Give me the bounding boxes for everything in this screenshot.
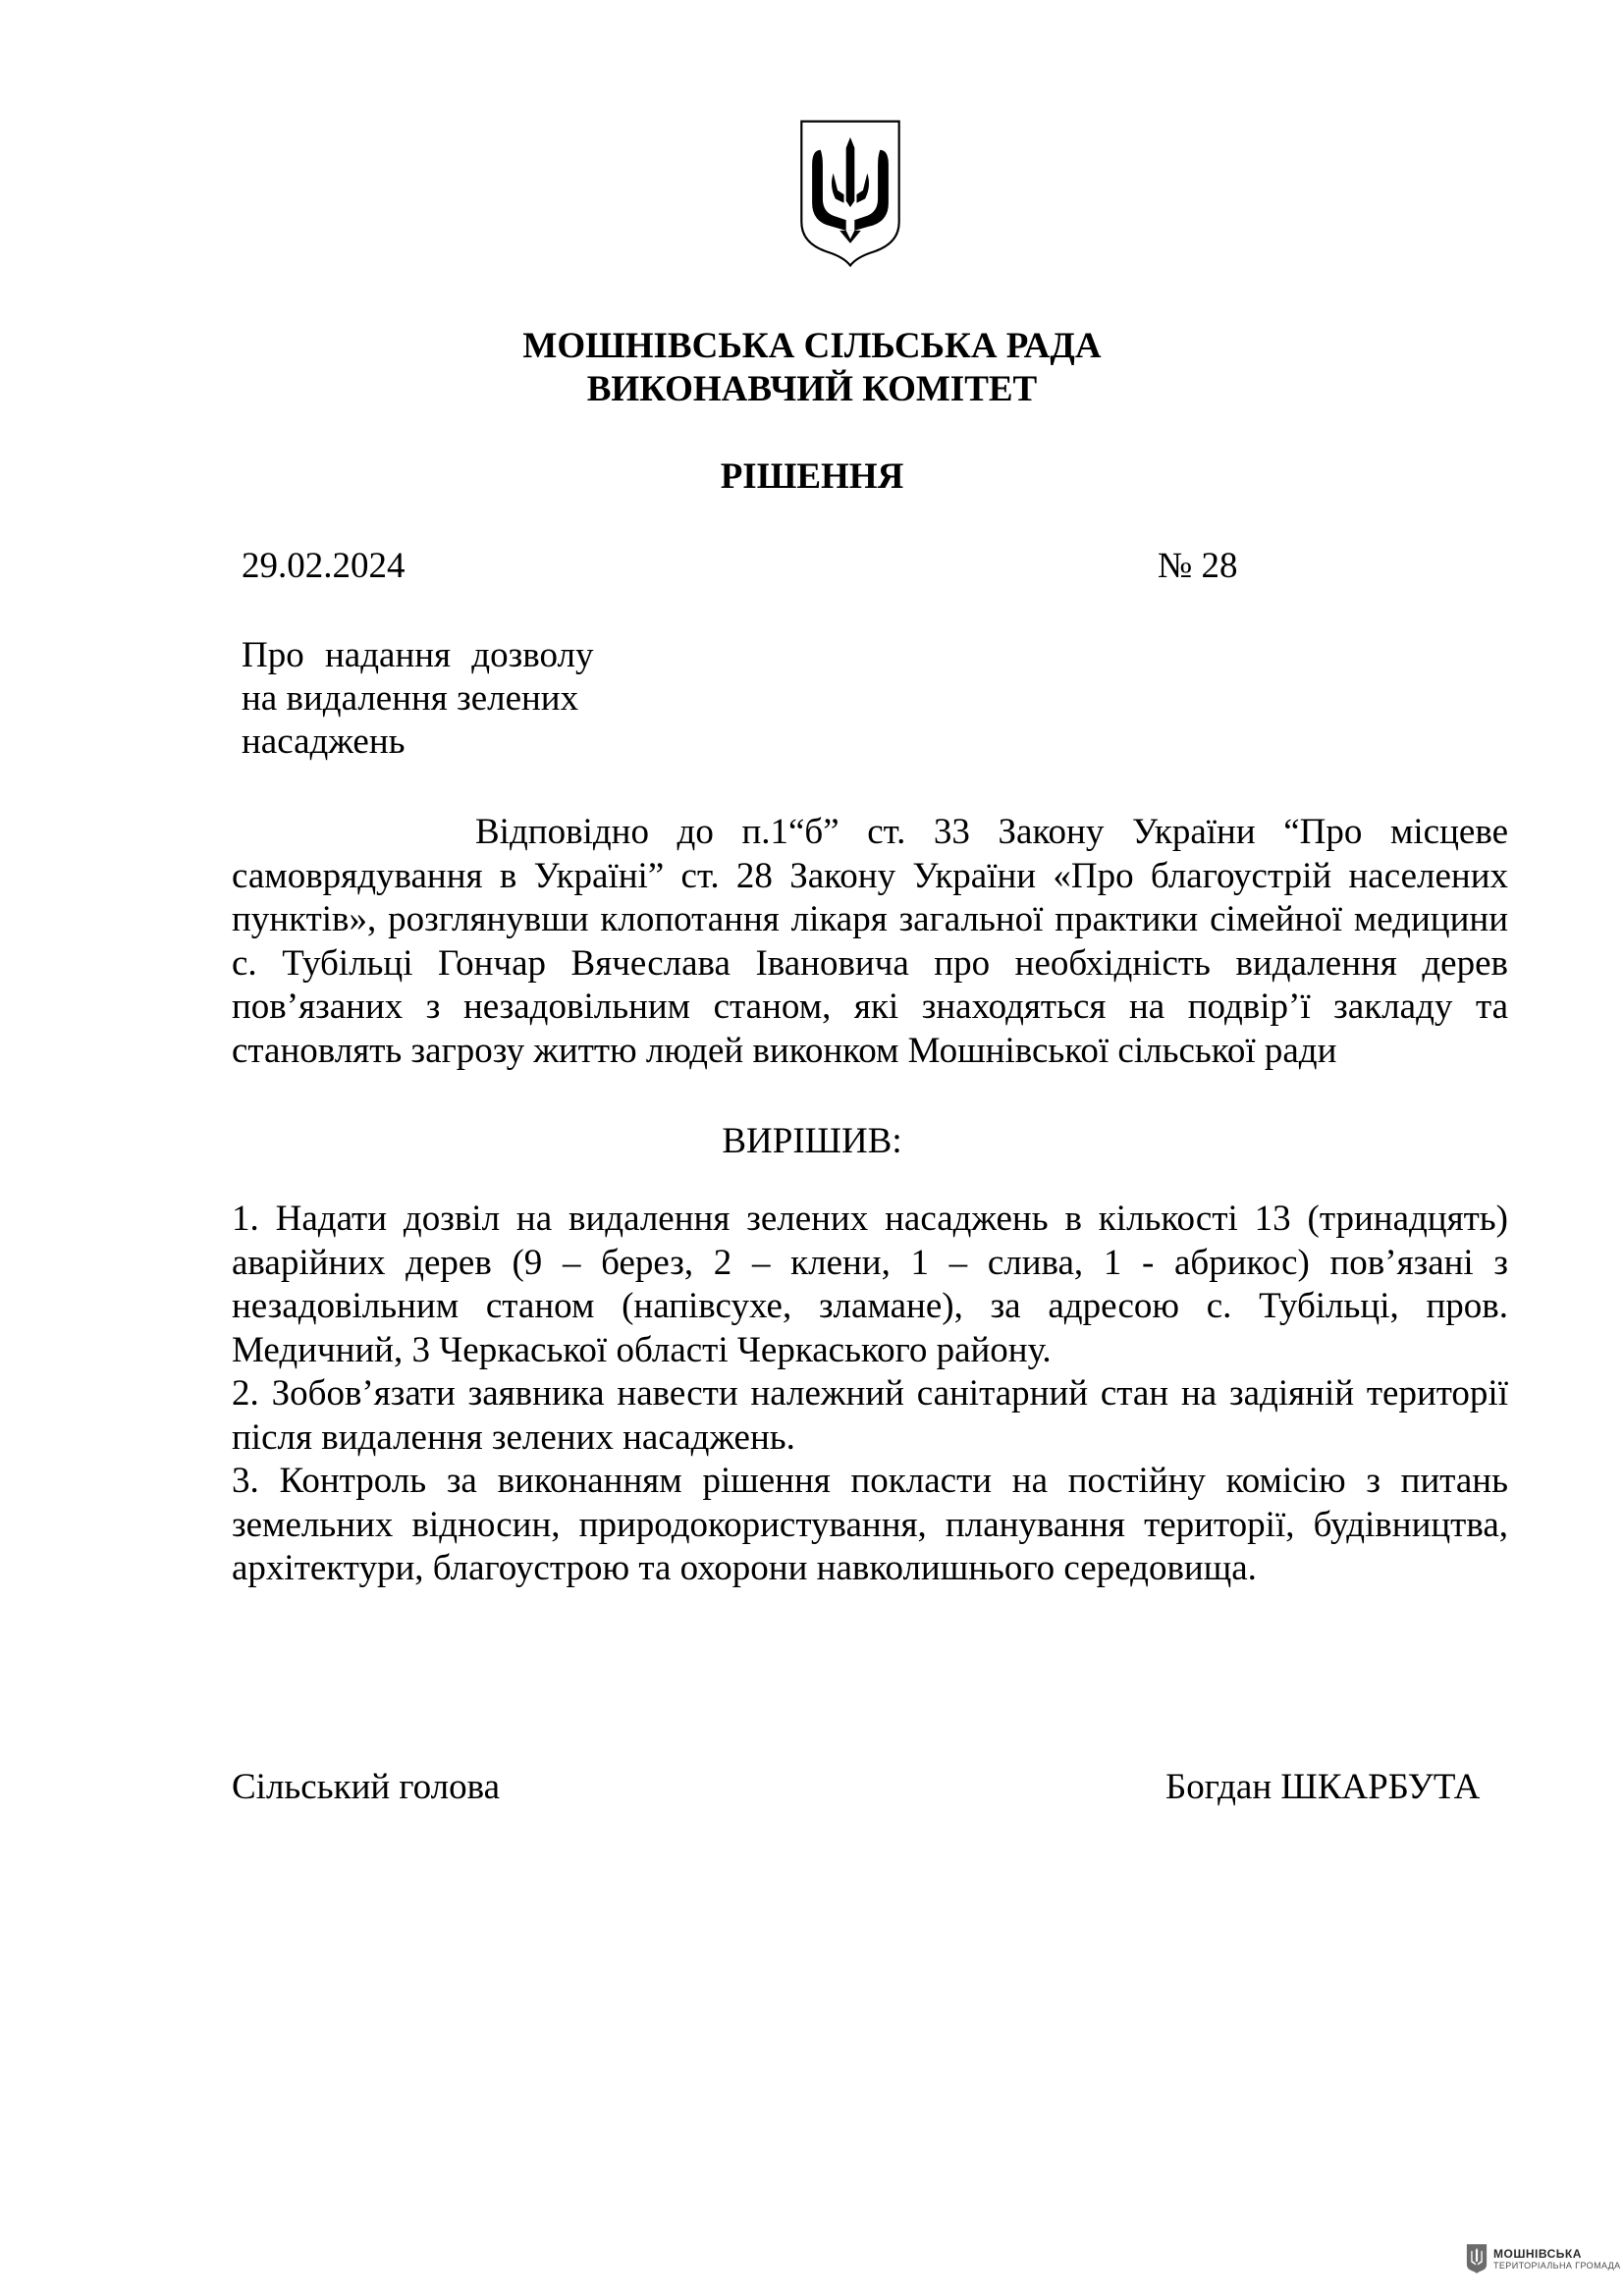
signatory-position: Сільський голова [232, 1767, 501, 1807]
decision-item: 2. Зобов’язати заявника навести належний санітарний стан на задіяній території після видалення зелених насаджень. [232, 1373, 1508, 1458]
decision-item: 1. Надати дозвіл на видалення зелених насаджень в кількості 13 (тринадцять) аварійних дерев (9 – берез, 2 – клени, 1 – слива, 1 - абрикос) пов’язані з незадовільним станом (напівсухе, зламане), за адресою с. Тубільці, пров. Медичний, 3 Черкаської області Черкаського району. [232, 1199, 1508, 1370]
watermark-title: МОШНІВСЬКА [1493, 2246, 1582, 2261]
document-date: 29.02.2024 [242, 546, 406, 586]
document-number: № 28 [1158, 546, 1238, 586]
watermark-subtitle: ТЕРИТОРІАЛЬНА ГРОМАДА [1493, 2260, 1621, 2270]
subject-line: Про надання дозволу [242, 635, 594, 675]
document-title: РІШЕННЯ [720, 456, 904, 497]
coat-of-arms-icon [797, 118, 903, 267]
council-name: МОШНІВСЬКА СІЛЬСЬКА РАДА [522, 326, 1102, 366]
document-subject [242, 634, 654, 764]
decision-item: 3. Контроль за виконанням рішення покласти на постійну комісію з питань земельних відносин, природокористування, планування території, будівництва, архітектури, благоустрою та охорони навколишнього середовища. [232, 1461, 1508, 1588]
subject-line: насаджень [242, 721, 406, 762]
signatory-name: Богдан ШКАРБУТА [1165, 1767, 1481, 1807]
decision-items [232, 1198, 1508, 1591]
subject-line: на видалення зелених [242, 678, 579, 719]
trident-logo-icon [1466, 2242, 1488, 2275]
community-watermark [1466, 2236, 1621, 2281]
committee-name: ВИКОНАВЧИЙ КОМІТЕТ [586, 369, 1038, 409]
preamble-paragraph: Відповідно до п.1“б” ст. 33 Закону України “Про місцеве самоврядування в Україні” ст. 28 Закону України «Про благоустрій населених пунктів», розглянувши клопотання лікаря загальної практики сімейної медицини с. Тубільці Гончар Вячеслава Івановича про необхідність видалення дерев пов’язаних з незадовільним станом, які знаходяться на подвір’ї закладу та становлять загрозу життю людей виконком Мошнівської сільської ради [232, 812, 1508, 1071]
decided-heading: ВИРІШИВ: [722, 1121, 902, 1161]
